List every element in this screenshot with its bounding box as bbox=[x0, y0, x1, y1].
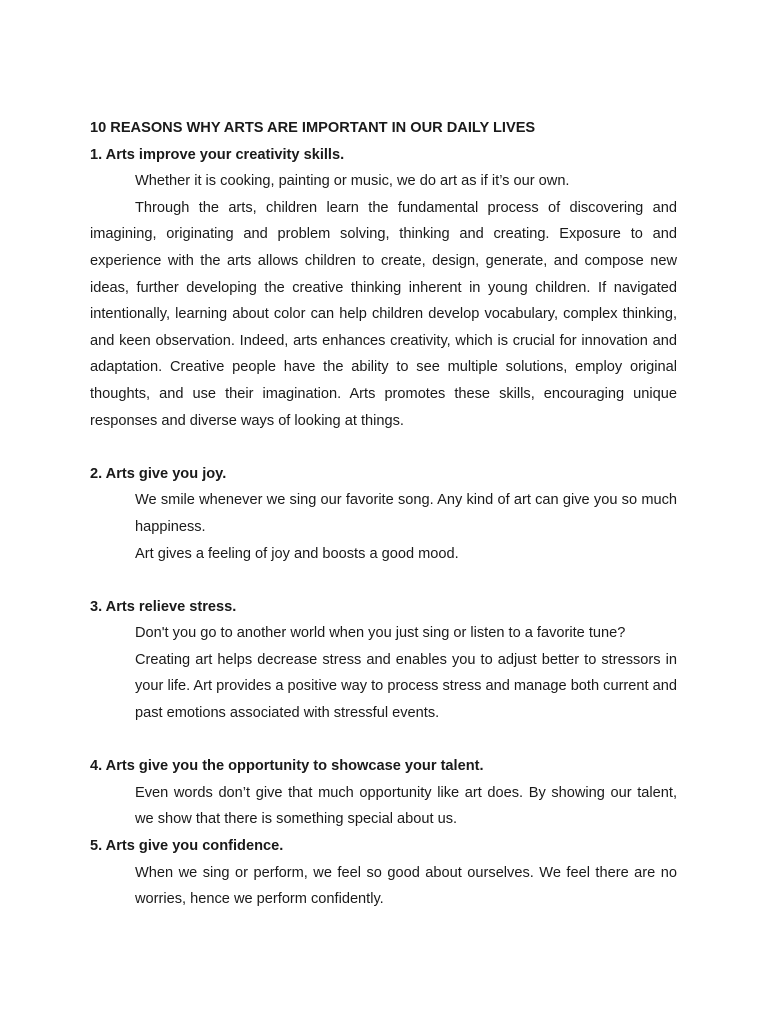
section-1-paragraph-1: Whether it is cooking, painting or music, we do art as if it’s our own. bbox=[135, 173, 570, 190]
section-heading-3: 3. Arts relieve stress. bbox=[90, 598, 237, 615]
section-heading-2: 2. Arts give you joy. bbox=[90, 465, 227, 482]
section-2-paragraph-1: We smile whenever we sing our favorite song. Any kind of art can give you so much happiness. bbox=[135, 492, 677, 535]
section-heading-5: 5. Arts give you confidence. bbox=[90, 838, 284, 855]
section-heading-4: 4. Arts give you the opportunity to showcase your talent. bbox=[90, 758, 484, 775]
section-heading-1: 1. Arts improve your creativity skills. bbox=[90, 146, 345, 163]
section-3-paragraph-1: Don't you go to another world when you just sing or listen to a favorite tune? bbox=[135, 625, 626, 642]
section-spacer bbox=[90, 434, 677, 461]
section-3-paragraph-2: Creating art helps decrease stress and enables you to adjust better to stressors in your life. Art provides a positive way to process stress and manage both current and past emotions associated with stressful events. bbox=[135, 651, 677, 722]
document-title: 10 REASONS WHY ARTS ARE IMPORTANT IN OUR DAILY LIVES bbox=[90, 120, 536, 136]
section-1-paragraph-2: Through the arts, children learn the fundamental process of discovering and imagining, originating and problem solving, thinking and creating. Exposure to and experience with the arts allows children to create, design, generate, and compose new ideas, further developing the creative thinking inherent in young children. If navigated intentionally, learning about color can help children develop vocabulary, complex thinking, and keen observation. Indeed, arts enhances creativity, which is crucial for innovation and adaptation. Creative people have the ability to see multiple solutions, employ original thoughts, and use their imagination. Arts promotes these skills, encouraging unique responses and diverse ways of looking at things. bbox=[90, 199, 677, 429]
section-spacer bbox=[90, 727, 677, 754]
section-2-paragraph-2: Art gives a feeling of joy and boosts a good mood. bbox=[135, 545, 459, 562]
document-page bbox=[90, 115, 677, 913]
section-spacer bbox=[90, 567, 677, 594]
section-4-paragraph-1: Even words don’t give that much opportunity like art does. By showing our talent, we show that there is something special about us. bbox=[135, 784, 677, 828]
section-5-paragraph-1: When we sing or perform, we feel so good about ourselves. We feel there are no worries, hence we perform confidently. bbox=[135, 864, 677, 908]
